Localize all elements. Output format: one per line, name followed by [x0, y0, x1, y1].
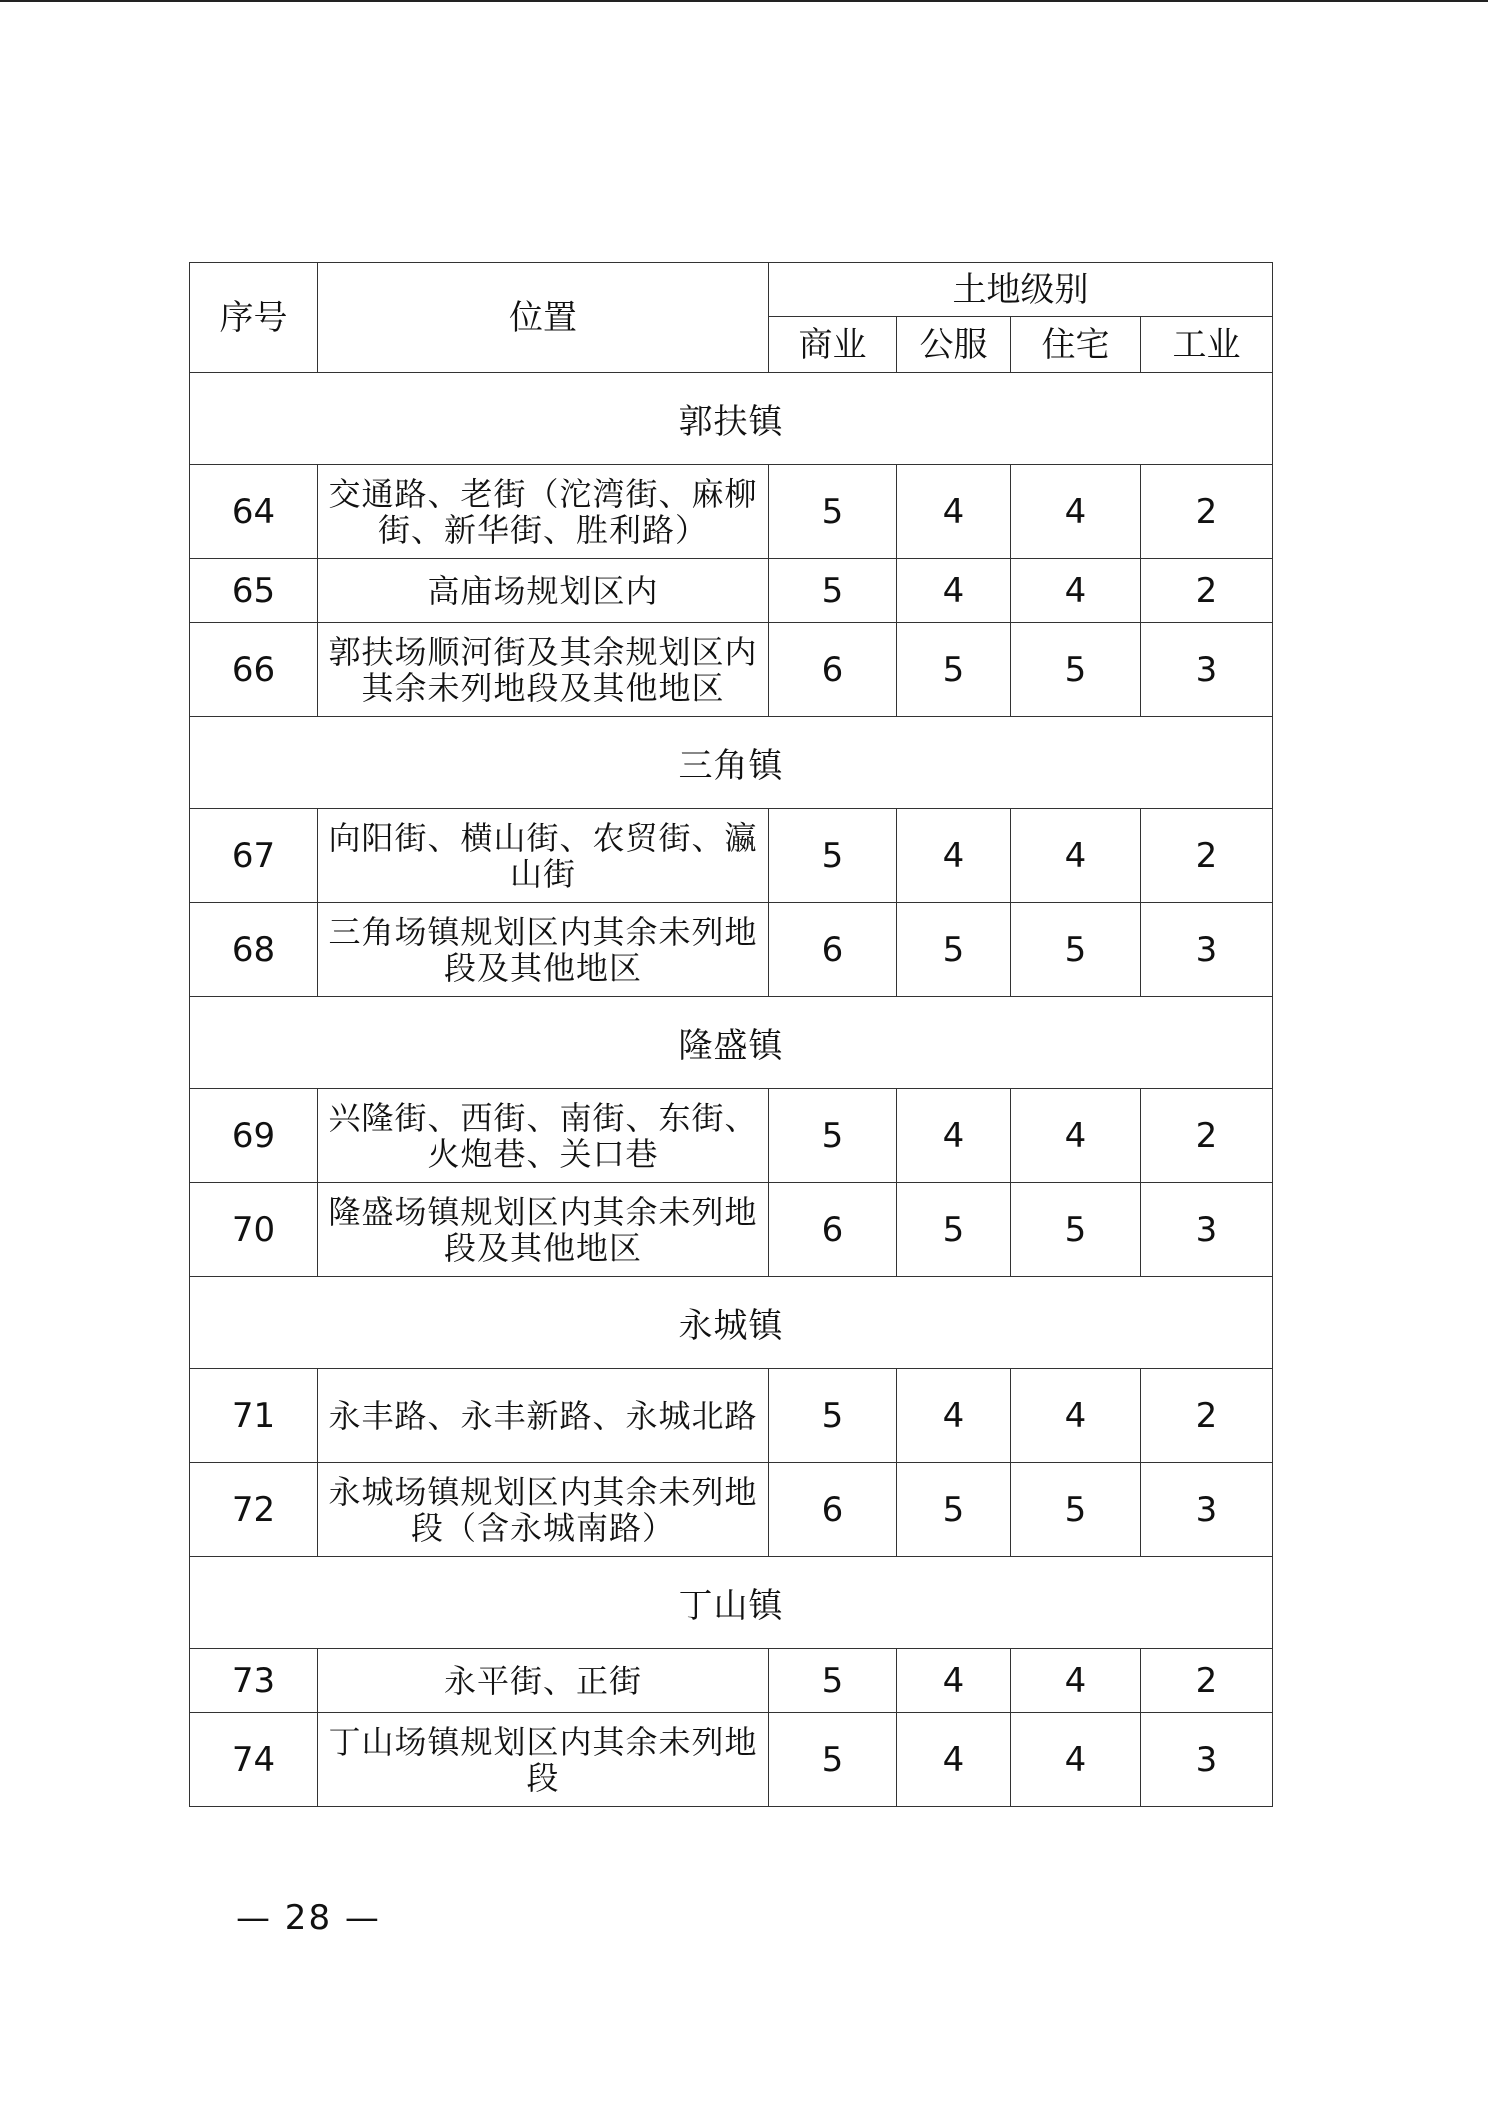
row-location: 三角场镇规划区内其余未列地段及其他地区	[318, 903, 769, 997]
grade-residential: 5	[1011, 1183, 1141, 1277]
table-row	[190, 1089, 1273, 1183]
page-number: — 28 —	[236, 1898, 381, 1938]
grade-commercial: 6	[769, 1463, 897, 1557]
grade-industrial: 2	[1141, 559, 1273, 623]
row-location: 向阳街、横山街、农贸街、瀛山街	[318, 809, 769, 903]
row-location: 永平街、正街	[318, 1649, 769, 1713]
table-row	[190, 1649, 1273, 1713]
grade-commercial: 6	[769, 623, 897, 717]
header-seq: 序号	[190, 263, 318, 373]
grade-industrial: 3	[1141, 1463, 1273, 1557]
grade-residential: 4	[1011, 1649, 1141, 1713]
grade-commercial: 5	[769, 559, 897, 623]
town-section-row	[190, 373, 1273, 465]
grade-residential: 4	[1011, 1369, 1141, 1463]
row-seq: 65	[190, 559, 318, 623]
grade-residential: 5	[1011, 1463, 1141, 1557]
town-section-row	[190, 1277, 1273, 1369]
table-row	[190, 623, 1273, 717]
grade-industrial: 2	[1141, 809, 1273, 903]
town-section-row	[190, 997, 1273, 1089]
row-location: 隆盛场镇规划区内其余未列地段及其他地区	[318, 1183, 769, 1277]
grade-residential: 4	[1011, 465, 1141, 559]
row-seq: 64	[190, 465, 318, 559]
grade-public-service: 4	[897, 1713, 1011, 1807]
grade-commercial: 5	[769, 1089, 897, 1183]
grade-residential: 5	[1011, 623, 1141, 717]
row-location: 兴隆街、西街、南街、东街、火炮巷、关口巷	[318, 1089, 769, 1183]
grade-commercial: 5	[769, 1649, 897, 1713]
grade-residential: 4	[1011, 1713, 1141, 1807]
grade-industrial: 3	[1141, 1713, 1273, 1807]
table-row	[190, 465, 1273, 559]
grade-commercial: 6	[769, 903, 897, 997]
town-section-row	[190, 717, 1273, 809]
grade-industrial: 3	[1141, 903, 1273, 997]
header-public-service: 公服	[897, 317, 1011, 373]
grade-public-service: 5	[897, 903, 1011, 997]
town-name: 三角镇	[190, 717, 1273, 809]
table-row	[190, 1369, 1273, 1463]
grade-industrial: 3	[1141, 1183, 1273, 1277]
row-seq: 72	[190, 1463, 318, 1557]
town-name: 郭扶镇	[190, 373, 1273, 465]
grade-public-service: 4	[897, 1369, 1011, 1463]
row-location: 交通路、老街（沱湾街、麻柳街、新华街、胜利路）	[318, 465, 769, 559]
row-seq: 69	[190, 1089, 318, 1183]
grade-industrial: 2	[1141, 465, 1273, 559]
row-seq: 73	[190, 1649, 318, 1713]
grade-public-service: 4	[897, 1089, 1011, 1183]
table-row	[190, 809, 1273, 903]
grade-residential: 4	[1011, 559, 1141, 623]
grade-industrial: 3	[1141, 623, 1273, 717]
grade-public-service: 5	[897, 623, 1011, 717]
town-name: 永城镇	[190, 1277, 1273, 1369]
header-location: 位置	[318, 263, 769, 373]
row-seq: 68	[190, 903, 318, 997]
header-commercial: 商业	[769, 317, 897, 373]
grade-public-service: 4	[897, 559, 1011, 623]
grade-public-service: 5	[897, 1183, 1011, 1277]
grade-industrial: 2	[1141, 1649, 1273, 1713]
grade-public-service: 4	[897, 809, 1011, 903]
row-seq: 74	[190, 1713, 318, 1807]
table-row	[190, 1463, 1273, 1557]
table-row	[190, 903, 1273, 997]
grade-residential: 4	[1011, 809, 1141, 903]
town-name: 丁山镇	[190, 1557, 1273, 1649]
grade-residential: 4	[1011, 1089, 1141, 1183]
row-seq: 71	[190, 1369, 318, 1463]
grade-commercial: 5	[769, 465, 897, 559]
grade-industrial: 2	[1141, 1369, 1273, 1463]
header-industrial: 工业	[1141, 317, 1273, 373]
town-name: 隆盛镇	[190, 997, 1273, 1089]
row-location: 郭扶场顺河街及其余规划区内其余未列地段及其他地区	[318, 623, 769, 717]
grade-commercial: 5	[769, 1713, 897, 1807]
grade-public-service: 4	[897, 1649, 1011, 1713]
table-row	[190, 559, 1273, 623]
row-location: 高庙场规划区内	[318, 559, 769, 623]
land-grade-table	[189, 262, 1273, 1807]
grade-public-service: 5	[897, 1463, 1011, 1557]
row-location: 丁山场镇规划区内其余未列地段	[318, 1713, 769, 1807]
table-row	[190, 1713, 1273, 1807]
row-location: 永丰路、永丰新路、永城北路	[318, 1369, 769, 1463]
row-location: 永城场镇规划区内其余未列地段（含永城南路）	[318, 1463, 769, 1557]
top-border-line	[0, 0, 1488, 2]
row-seq: 66	[190, 623, 318, 717]
grade-commercial: 5	[769, 809, 897, 903]
grade-commercial: 5	[769, 1369, 897, 1463]
header-land-grade: 土地级别	[769, 263, 1273, 317]
row-seq: 67	[190, 809, 318, 903]
header-residential: 住宅	[1011, 317, 1141, 373]
grade-industrial: 2	[1141, 1089, 1273, 1183]
grade-commercial: 6	[769, 1183, 897, 1277]
table-body	[190, 373, 1273, 1807]
grade-residential: 5	[1011, 903, 1141, 997]
row-seq: 70	[190, 1183, 318, 1277]
town-section-row	[190, 1557, 1273, 1649]
table-row	[190, 1183, 1273, 1277]
grade-public-service: 4	[897, 465, 1011, 559]
